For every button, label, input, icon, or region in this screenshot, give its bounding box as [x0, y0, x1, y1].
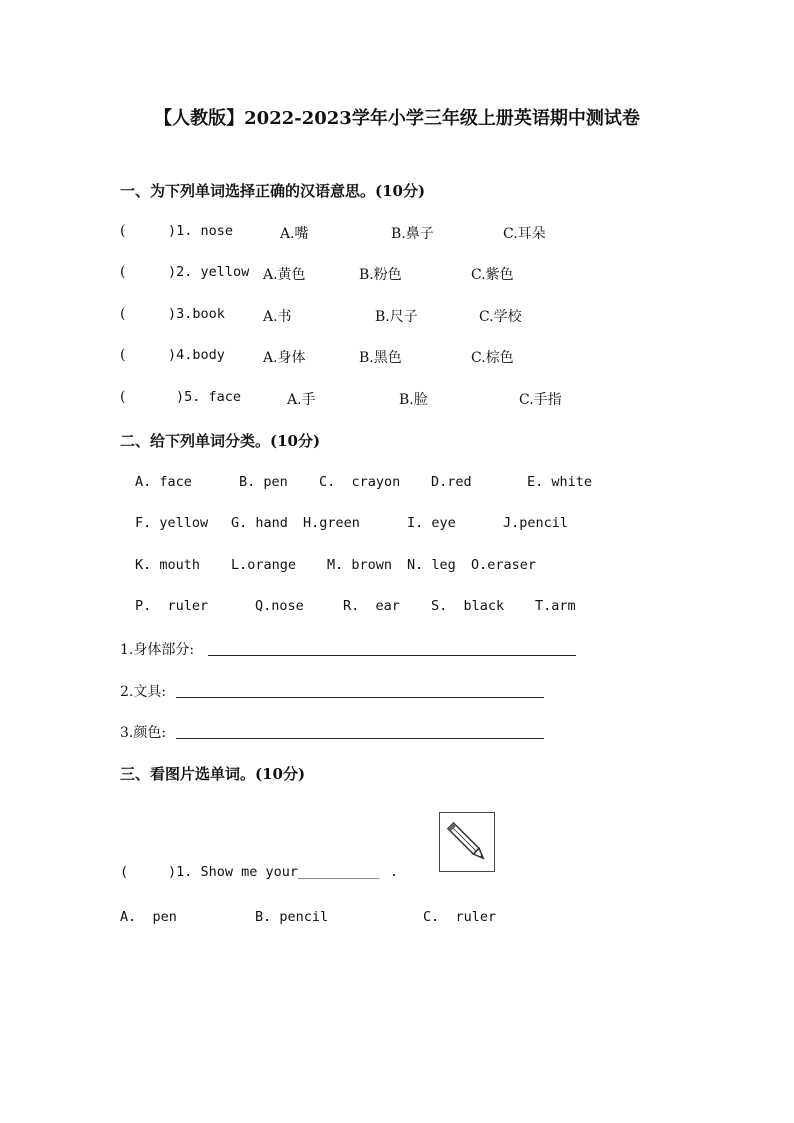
answer-paren: ( [120, 223, 126, 239]
word-bank-item: D.red [431, 474, 472, 490]
option-a: A.黄色 [263, 267, 306, 283]
s1-item-2 [0, 264, 794, 288]
word-bank-item: T.arm [535, 598, 576, 614]
option-b: B.脸 [399, 392, 428, 408]
option-a: A.书 [263, 309, 292, 325]
option-c: C.耳朵 [503, 226, 546, 242]
word-bank-row-2 [0, 515, 794, 539]
word-bank-item: B. pen [239, 474, 288, 490]
word-bank-item: G. hand [231, 515, 288, 531]
word-bank-item: S. black [431, 598, 505, 614]
answer-paren: ( [120, 864, 129, 880]
option-c: C.手指 [519, 392, 562, 408]
category-stationery-answer-line[interactable] [176, 697, 544, 698]
question-text: )1. Show me your__________ [168, 864, 380, 880]
option-a: A.嘴 [280, 226, 309, 242]
category-body-parts-label: 1.身体部分: [120, 642, 195, 658]
option-b: B.鼻子 [391, 226, 434, 242]
word-bank-item: F. yellow [135, 515, 209, 531]
item-word: )1. nose [168, 223, 234, 239]
word-bank-item: E. white [527, 474, 593, 490]
option-a: A.身体 [263, 350, 306, 366]
section3-heading: 三、看图片选单词。(10分) [120, 765, 306, 783]
word-bank-item: I. eye [407, 515, 456, 531]
section1-heading: 一、为下列单词选择正确的汉语意思。(10分) [120, 182, 426, 200]
category-colors-answer-line[interactable] [176, 738, 544, 739]
option-c: C.学校 [479, 309, 522, 325]
answer-paren: ( [120, 306, 126, 322]
option-b: B.尺子 [375, 309, 418, 325]
s1-item-4 [0, 347, 794, 371]
pencil-icon [440, 813, 494, 871]
question-picture [439, 812, 495, 872]
answer-paren: ( [120, 389, 126, 405]
category-stationery-label: 2.文具: [120, 684, 167, 700]
word-bank-item: J.pencil [503, 515, 569, 531]
section2-heading: 二、给下列单词分类。(10分) [120, 432, 321, 450]
question-period: . [390, 864, 399, 880]
s1-item-3 [0, 306, 794, 330]
word-bank-row-3 [0, 557, 794, 581]
s3-question-1 [0, 864, 794, 888]
word-bank-item: Q.nose [255, 598, 304, 614]
answer-paren: ( [120, 264, 126, 280]
option-c: C.紫色 [471, 267, 514, 283]
word-bank-item: P. ruler [135, 598, 209, 614]
s3-options [0, 909, 794, 933]
word-bank-item: N. leg [407, 557, 456, 573]
option-b: B.黑色 [359, 350, 402, 366]
option-a: A.手 [287, 392, 316, 408]
option-a: A. pen [120, 909, 177, 925]
s1-item-5 [0, 389, 794, 413]
word-bank-item: M. brown [327, 557, 393, 573]
page-title: 【人教版】2022-2023学年小学三年级上册英语期中测试卷 [154, 108, 640, 129]
word-bank-item: R. ear [343, 598, 400, 614]
word-bank-item: K. mouth [135, 557, 201, 573]
word-bank-item: O.eraser [471, 557, 537, 573]
word-bank-row-1 [0, 474, 794, 498]
answer-paren: ( [120, 347, 126, 363]
item-word: )3.book [168, 306, 225, 322]
item-word: )5. face [176, 389, 242, 405]
option-c: C. ruler [423, 909, 497, 925]
category-body-parts-answer-line[interactable] [208, 655, 576, 656]
item-word: )2. yellow [168, 264, 250, 280]
option-c: C.棕色 [471, 350, 514, 366]
category-colors-label: 3.颜色: [120, 725, 167, 741]
option-b: B.粉色 [359, 267, 402, 283]
item-word: )4.body [168, 347, 225, 363]
option-b: B. pencil [255, 909, 329, 925]
word-bank-item: L.orange [231, 557, 297, 573]
word-bank-row-4 [0, 598, 794, 622]
word-bank-item: H.green [303, 515, 360, 531]
word-bank-item: C. crayon [319, 474, 401, 490]
word-bank-item: A. face [135, 474, 192, 490]
s1-item-1 [0, 223, 794, 247]
